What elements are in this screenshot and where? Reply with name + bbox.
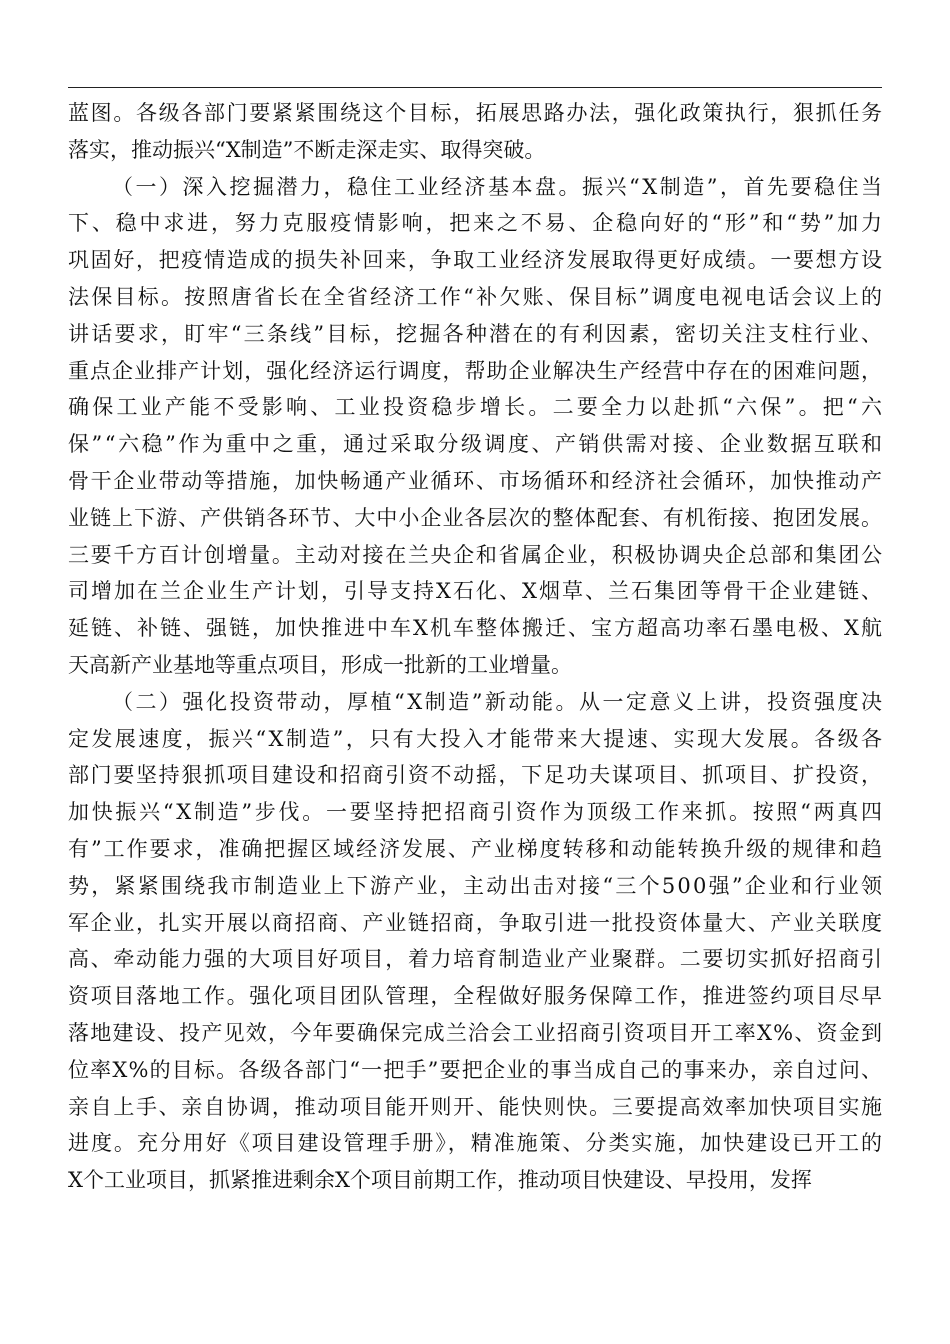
- text-line: 保”“六稳”作为重中之重，通过采取分级调度、产销供需对接、企业数据互联和: [68, 432, 885, 457]
- text-line: 有”工作要求，准确把握区域经济发展、产业梯度转移和动能转换升级的规律和趋: [68, 836, 884, 861]
- document-body: [68, 95, 886, 1199]
- text-line: 部门要坚持狠抓项目建设和招商引资不动摇，下足功夫谋项目、抓项目、扩投资，: [68, 763, 884, 788]
- text-line: （一）深入挖掘潜力，稳住工业经济基本盘。振兴“X制造”，首先要稳住当: [112, 174, 885, 199]
- text-line: 延链、补链、强链，加快推进中车X机车整体搬迁、宝方超高功率石墨电极、X航: [68, 616, 884, 641]
- text-line: 加快振兴“X制造”步伐。一要坚持把招商引资作为顶级工作来抓。按照“两真四: [68, 800, 885, 825]
- text-line: （二）强化投资带动，厚植“X制造”新动能。从一定意义上讲，投资强度决: [112, 689, 885, 714]
- text-line: 势，紧紧围绕我市制造业上下游产业，主动出击对接“三个500强”企业和行业领: [68, 873, 885, 898]
- header-rule: [68, 87, 882, 88]
- text-line: 业链上下游、产供销各环节、大中小企业各层次的整体配套、有机衔接、抱团发展。: [68, 505, 884, 530]
- text-line: 落地建设、投产见效，今年要确保完成兰洽会工业招商引资项目开工率X%、资金到: [68, 1020, 884, 1045]
- text-line: 讲话要求，盯牢“三条线”目标，挖掘各种潜在的有利因素，密切关注支柱行业、: [68, 321, 885, 346]
- text-line: 位率X%的目标。各级各部门“一把手”要把企业的事当成自己的事来办，亲自过问、: [68, 1057, 884, 1082]
- text-line: 军企业，扎实开展以商招商、产业链招商，争取引进一批投资体量大、产业关联度: [68, 910, 884, 935]
- text-line: 亲自上手、亲自协调，推动项目能开则开、能快则快。三要提高效率加快项目实施: [68, 1094, 884, 1119]
- text-line: 法保目标。按照唐省长在全省经济工作“补欠账、保目标”调度电视电话会议上的: [68, 284, 885, 309]
- text-line: X个工业项目，抓紧推进剩余X个项目前期工作，推动项目快建设、早投用，发挥: [68, 1168, 812, 1193]
- text-line: 落实，推动振兴“X制造”不断走深走实、取得突破。: [68, 137, 546, 162]
- text-line: 骨干企业带动等措施，加快畅通产业循环、市场循环和经济社会循环，加快推动产: [68, 468, 884, 493]
- text-line: 天高新产业基地等重点项目，形成一批新的工业增量。: [68, 652, 572, 677]
- text-line: 确保工业产能不受影响、工业投资稳步增长。二要全力以赴抓“六保”。把“六: [68, 395, 886, 420]
- text-line: 巩固好，把疫情造成的损失补回来，争取工业经济发展取得更好成绩。一要想方设: [68, 248, 884, 273]
- text-line: 进度。充分用好《项目建设管理手册》，精准施策、分类实施，加快建设已开工的: [68, 1131, 884, 1156]
- text-line: 蓝图。各级各部门要紧紧围绕这个目标，拓展思路办法，强化政策执行，狠抓任务: [68, 101, 884, 125]
- text-line: 定发展速度，振兴“X制造”，只有大投入才能带来大提速、实现大发展。各级各: [68, 726, 885, 751]
- text-line: 下、稳中求进，努力克服疫情影响，把来之不易、企稳向好的“形”和“势”加力: [68, 211, 885, 236]
- text-line: 高、牵动能力强的大项目好项目，着力培育制造业产业聚群。二要切实抓好招商引: [68, 947, 884, 972]
- text-line: 资项目落地工作。强化项目团队管理，全程做好服务保障工作，推进签约项目尽早: [68, 984, 884, 1009]
- text-line: 三要千方百计创增量。主动对接在兰央企和省属企业，积极协调央企总部和集团公: [68, 542, 884, 567]
- text-line: 重点企业排产计划，强化经济运行调度，帮助企业解决生产经营中存在的困难问题，: [68, 358, 884, 383]
- text-line: 司增加在兰企业生产计划，引导支持X石化、X烟草、兰石集团等骨干企业建链、: [68, 579, 884, 604]
